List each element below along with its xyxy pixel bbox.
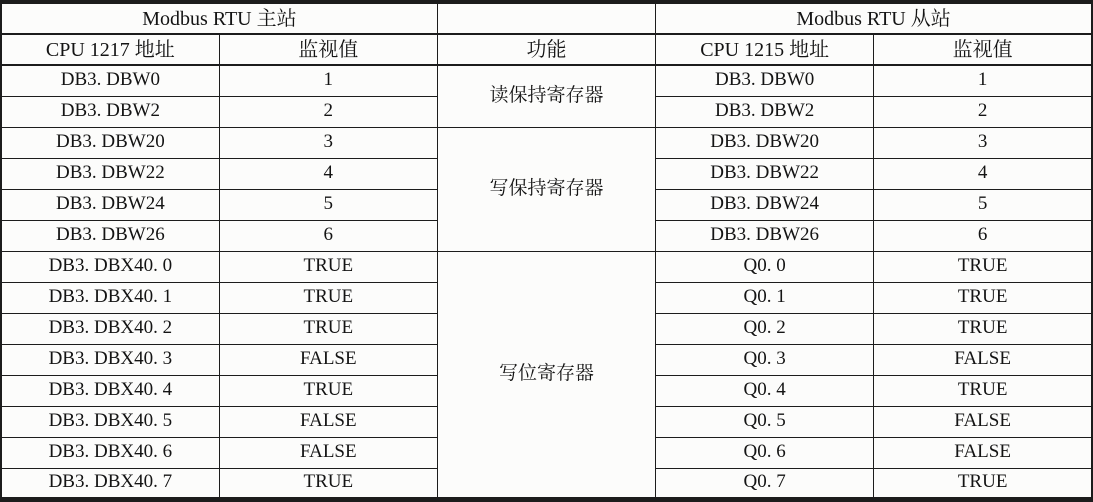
slave-address-cell: Q0. 0 xyxy=(656,251,874,282)
master-value-cell: 5 xyxy=(219,189,437,220)
slave-address-cell: Q0. 5 xyxy=(656,406,874,437)
master-address-cell: DB3. DBW24 xyxy=(1,189,219,220)
slave-address-cell: DB3. DBW20 xyxy=(656,127,874,158)
master-address-cell: DB3. DBX40. 7 xyxy=(1,468,219,499)
master-address-cell: DB3. DBW2 xyxy=(1,96,219,127)
slave-address-cell: DB3. DBW26 xyxy=(656,220,874,251)
master-value-cell: 2 xyxy=(219,96,437,127)
table-row xyxy=(1,251,1092,282)
master-address-cell: DB3. DBX40. 2 xyxy=(1,313,219,344)
slave-address-column-header: CPU 1215 地址 xyxy=(656,34,874,65)
master-value-cell: TRUE xyxy=(219,282,437,313)
slave-address-cell: DB3. DBW24 xyxy=(656,189,874,220)
master-address-cell: DB3. DBX40. 5 xyxy=(1,406,219,437)
function-cell-write-bit-register: 写位寄存器 xyxy=(437,251,655,499)
master-value-cell: TRUE xyxy=(219,251,437,282)
slave-value-cell: TRUE xyxy=(874,251,1092,282)
slave-value-cell: 1 xyxy=(874,65,1092,96)
function-column-spacer-cell xyxy=(437,2,655,34)
master-address-column-header: CPU 1217 地址 xyxy=(1,34,219,65)
slave-value-cell: FALSE xyxy=(874,406,1092,437)
master-value-cell: TRUE xyxy=(219,468,437,499)
slave-value-cell: 3 xyxy=(874,127,1092,158)
master-address-cell: DB3. DBX40. 1 xyxy=(1,282,219,313)
master-value-cell: TRUE xyxy=(219,375,437,406)
slave-value-column-header: 监视值 xyxy=(874,34,1092,65)
slave-address-cell: DB3. DBW2 xyxy=(656,96,874,127)
slave-value-cell: TRUE xyxy=(874,468,1092,499)
master-address-cell: DB3. DBW22 xyxy=(1,158,219,189)
slave-address-cell: Q0. 4 xyxy=(656,375,874,406)
slave-value-cell: 4 xyxy=(874,158,1092,189)
slave-value-cell: TRUE xyxy=(874,375,1092,406)
master-value-cell: FALSE xyxy=(219,406,437,437)
slave-address-cell: DB3. DBW22 xyxy=(656,158,874,189)
master-value-cell: 6 xyxy=(219,220,437,251)
group-header-row xyxy=(1,2,1092,34)
slave-address-cell: DB3. DBW0 xyxy=(656,65,874,96)
master-address-cell: DB3. DBW26 xyxy=(1,220,219,251)
slave-value-cell: 5 xyxy=(874,189,1092,220)
slave-value-cell: TRUE xyxy=(874,282,1092,313)
master-address-cell: DB3. DBX40. 0 xyxy=(1,251,219,282)
master-value-cell: 1 xyxy=(219,65,437,96)
slave-address-cell: Q0. 1 xyxy=(656,282,874,313)
function-cell-write-holding-register: 写保持寄存器 xyxy=(437,127,655,251)
slave-station-header: Modbus RTU 从站 xyxy=(656,2,1092,34)
master-value-cell: FALSE xyxy=(219,344,437,375)
slave-value-cell: FALSE xyxy=(874,344,1092,375)
function-cell-read-holding-register: 读保持寄存器 xyxy=(437,65,655,127)
master-value-cell: 4 xyxy=(219,158,437,189)
table-row xyxy=(1,65,1092,96)
slave-value-cell: 2 xyxy=(874,96,1092,127)
slave-address-cell: Q0. 6 xyxy=(656,437,874,468)
slave-address-cell: Q0. 2 xyxy=(656,313,874,344)
column-header-row xyxy=(1,34,1092,65)
master-address-cell: DB3. DBX40. 4 xyxy=(1,375,219,406)
master-address-cell: DB3. DBX40. 3 xyxy=(1,344,219,375)
master-address-cell: DB3. DBW20 xyxy=(1,127,219,158)
master-value-column-header: 监视值 xyxy=(219,34,437,65)
master-address-cell: DB3. DBW0 xyxy=(1,65,219,96)
master-station-header: Modbus RTU 主站 xyxy=(1,2,437,34)
slave-address-cell: Q0. 3 xyxy=(656,344,874,375)
slave-value-cell: TRUE xyxy=(874,313,1092,344)
slave-value-cell: 6 xyxy=(874,220,1092,251)
master-value-cell: 3 xyxy=(219,127,437,158)
slave-value-cell: FALSE xyxy=(874,437,1092,468)
table-row xyxy=(1,127,1092,158)
master-value-cell: FALSE xyxy=(219,437,437,468)
function-column-header: 功能 xyxy=(437,34,655,65)
slave-address-cell: Q0. 7 xyxy=(656,468,874,499)
master-address-cell: DB3. DBX40. 6 xyxy=(1,437,219,468)
master-value-cell: TRUE xyxy=(219,313,437,344)
